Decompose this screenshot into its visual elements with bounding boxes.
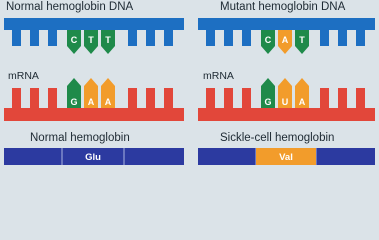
mutant-amino-acid-label: Val bbox=[279, 152, 293, 163]
mutant-mrna-label: mRNA bbox=[203, 70, 234, 82]
normal-mrna-tooth bbox=[164, 88, 173, 108]
mutant-dna-tooth bbox=[242, 30, 251, 46]
normal-mrna-base-letter: A bbox=[87, 97, 95, 107]
sickle-protein-title: Sickle-cell hemoglobin bbox=[220, 132, 335, 144]
normal-dna-base-letter: C bbox=[70, 35, 78, 45]
mutant-dna-tooth bbox=[224, 30, 233, 46]
normal-dna-tooth bbox=[48, 30, 57, 46]
mutant-mrna-tooth bbox=[242, 88, 251, 108]
normal-dna-tooth bbox=[12, 30, 21, 46]
mutant-dna-base-letter: T bbox=[299, 35, 305, 45]
normal-dna-backbone bbox=[4, 18, 184, 30]
normal-mrna-base-letter: G bbox=[70, 97, 78, 107]
normal-mrna-base-letter: A bbox=[104, 97, 112, 107]
normal-amino-acid-label: Glu bbox=[85, 152, 101, 163]
mutant-mrna-tooth bbox=[320, 88, 329, 108]
mutant-dna-base-letter: C bbox=[264, 35, 272, 45]
normal-mrna-tooth bbox=[128, 88, 137, 108]
mutant-mrna-tooth bbox=[338, 88, 347, 108]
mutant-mrna-tooth bbox=[224, 88, 233, 108]
mutant-mrna-tooth bbox=[206, 88, 215, 108]
mutant-dna-base-letter: A bbox=[281, 35, 289, 45]
mutant-mrna-base-letter: G bbox=[264, 97, 272, 107]
mutant-mrna-base-letter: U bbox=[281, 97, 289, 107]
normal-dna-tooth bbox=[146, 30, 155, 46]
normal-mrna-tooth bbox=[12, 88, 21, 108]
mutant-mrna-tooth bbox=[356, 88, 365, 108]
normal-dna-base-letter: T bbox=[88, 35, 94, 45]
mutant-dna-tooth bbox=[356, 30, 365, 46]
normal-dna-base-letter: T bbox=[105, 35, 111, 45]
normal-mrna-backbone bbox=[4, 108, 184, 121]
normal-protein-title: Normal hemoglobin bbox=[30, 132, 130, 144]
normal-dna-tooth bbox=[164, 30, 173, 46]
mutant-dna-tooth bbox=[338, 30, 347, 46]
normal-dna-tooth bbox=[30, 30, 39, 46]
normal-mrna-tooth bbox=[48, 88, 57, 108]
mutant-mrna-base-letter: A bbox=[298, 97, 306, 107]
mutant-dna-tooth bbox=[206, 30, 215, 46]
normal-mrna-label: mRNA bbox=[8, 70, 39, 82]
normal-mrna-tooth bbox=[146, 88, 155, 108]
normal-mrna-tooth bbox=[30, 88, 39, 108]
normal-dna-title: Normal hemoglobin DNA bbox=[6, 1, 134, 13]
mutant-dna-backbone bbox=[198, 18, 375, 30]
mutant-dna-tooth bbox=[320, 30, 329, 46]
mutant-mrna-backbone bbox=[198, 108, 375, 121]
mutant-dna-title: Mutant hemoglobin DNA bbox=[220, 1, 346, 13]
normal-dna-tooth bbox=[128, 30, 137, 46]
